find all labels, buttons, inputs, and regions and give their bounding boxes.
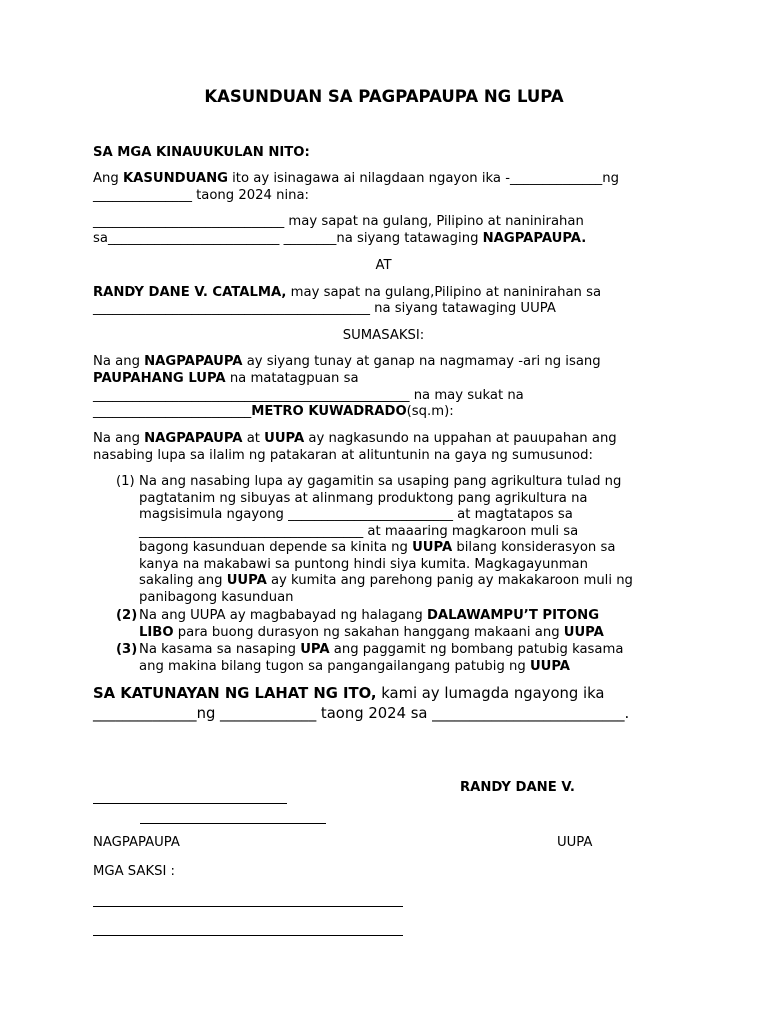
item-number: (1) xyxy=(116,474,135,489)
document-title: KASUNDUAN SA PAGPAPAUPA NG LUPA xyxy=(204,87,564,106)
lessor-label: NAGPAPAUPA xyxy=(93,835,180,850)
lessee-signature-name: RANDY DANE V. xyxy=(460,780,575,795)
witness-line xyxy=(93,935,403,936)
lessee-label: UUPA xyxy=(557,835,593,850)
item-number: (3) xyxy=(116,642,138,657)
at-separator: AT xyxy=(375,258,392,273)
salutation: SA MGA KINAUUKULAN NITO: xyxy=(93,145,310,160)
signature-line xyxy=(93,803,287,804)
witness-line xyxy=(93,906,403,907)
item-number: (2) xyxy=(116,608,138,623)
sumasaksi-heading: SUMASAKSI: xyxy=(342,328,425,343)
signature-line xyxy=(140,823,326,824)
witness-label: MGA SAKSI : xyxy=(93,864,175,879)
document-page: KASUNDUAN SA PAGPAPAUPA NG LUPA SA MGA KINAUUKULAN NITO: Ang KASUNDUANG ito ay isinagawa ai nilagdaan ngayon ika -______________ng _______________ taong 2024 nina: _____________________________ may sapat na gulang, Pilipino at naninirahan sa__________________________ ________na siyang tatawaging NAGPAPAUPA. AT RANDY DANE V. CATALMA, may sapat na gulang,Pilipino at naninirahan sa __________________________________________ na siyang tatawaging UUPA SUMASAKSI: Na ang NAGPAPAUPA ay siyang tunay at ganap na nagmamay -ari ng isang PAUPAHANG LUPA na matatagpuan sa ________________________________________________ na may sukat na ________________________METRO KUWADRADO(sq.m): Na ang NAGPAPAUPA at UUPA ay nagkasundo na uppahan at pauupahan ang nasabing lupa sa ilalim ng patakaran at alituntunin na gaya ng sumusunod: (1) Na ang nasabing lupa ay gagamitin sa usaping pang agrikultura tulad ng pagtatanim ng sibuyas at alinmang produktong pang agrikultura na magsisimula ngayong _________________________ at magtatapos sa __________________________________ at maaaring magkaroon muli sa bagong kasunduan depende sa kinita ng UUPA bilang konsiderasyon sa kanya na makabawi sa puntong hindi siya kumita. Magkagayunman sakaling ang UUPA ay kumita ang parehong panig ay makakaroon muli ng panibagong kasunduan (2) Na ang UUPA ay magbabayad ng halagang DALAWAMPU’T PITONG LIBO para buong durasyon ng sakahan hanggang makaani ang UUPA (3) Na kasama sa nasaping UPA ang paggamit ng bombang patubig kasama ang makina bilang tugon sa pangangailangang patubig ng UUPA SA KATUNAYAN NG LAHAT NG ITO, kami ay lumagda ngayong ika ______________ng _____________ taong 2024 sa __________________________. RANDY DANE V. NAGPAPAUPA UUPA MGA SAKSI : xyxy=(0,0,768,1024)
